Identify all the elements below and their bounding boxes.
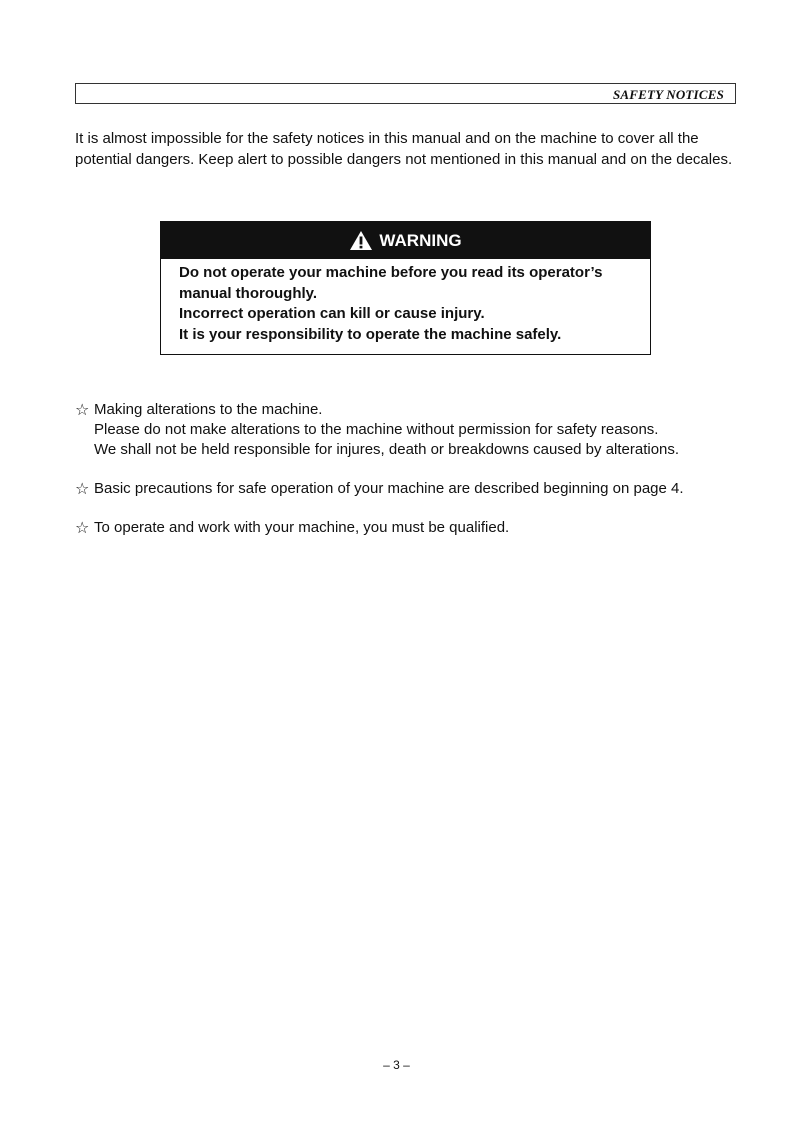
note-item [75,479,745,499]
note-text [94,400,679,460]
star-icon: ☆ [75,400,90,419]
note-text [94,479,684,499]
warning-line: manual thoroughly. [179,284,318,302]
section-header [75,83,736,104]
note-line: To operate and work with your machine, you must be qualified. [94,519,510,536]
warning-title: WARNING [379,230,462,250]
note-line: We shall not be held responsible for injures, death or breakdowns caused by alterations. [94,441,680,458]
star-icon: ☆ [75,479,90,498]
note-item [75,518,745,538]
note-line: Please do not make alterations to the machine without permission for safety reasons. [94,421,659,438]
section-title: SAFETY NOTICES [612,87,724,102]
star-icon: ☆ [75,518,90,537]
warning-box [160,221,651,355]
notes-list [75,400,745,557]
warning-line: It is your responsibility to operate the machine safely. [179,325,562,343]
intro-paragraph: It is almost impossible for the safety notices in this manual and on the machine to cover all the potential dangers. Keep alert to possible dangers not mentioned in this manual and on the decales. [75,130,733,168]
warning-line: Do not operate your machine before you read its operator’s [179,264,603,281]
warning-line: Incorrect operation can kill or cause injury. [179,305,485,322]
note-text [94,518,509,538]
note-item [75,400,745,460]
warning-header [161,222,650,259]
warning-body [161,259,650,345]
warning-triangle-icon [349,230,373,251]
note-line: Making alterations to the machine. [94,401,323,418]
page-number: – 3 – [383,1058,410,1072]
note-line: Basic precautions for safe operation of your machine are described beginning on page 4. [94,480,684,497]
